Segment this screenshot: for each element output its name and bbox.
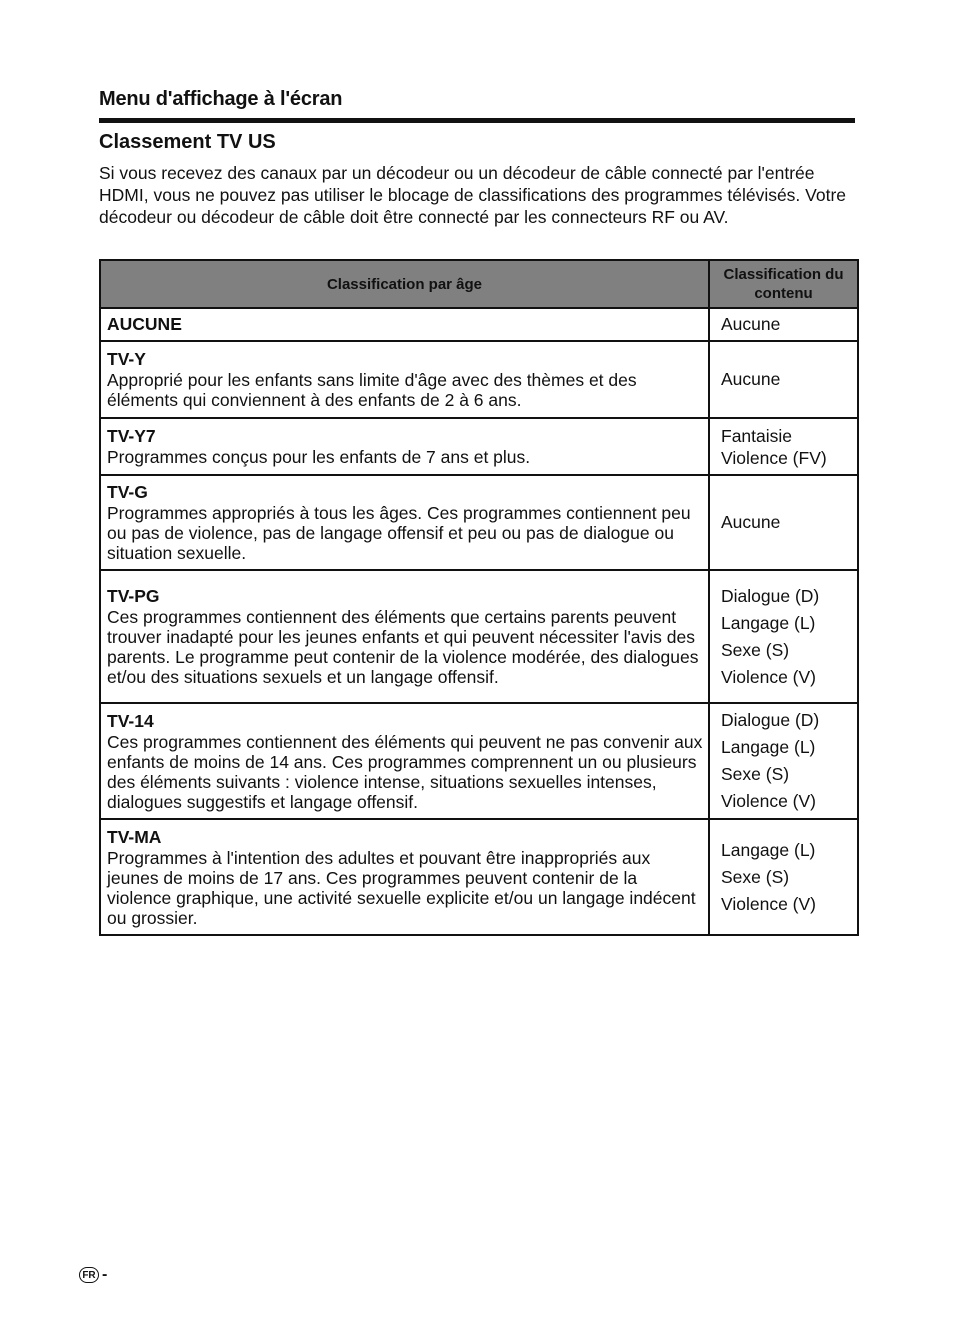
page-subtitle: Classement TV US [99, 131, 276, 153]
rating-description: Approprié pour les enfants sans limite d'âge avec des thèmes et des éléments qui conviennent à des enfants de 2 à 6 ans. [107, 370, 637, 410]
table-row [100, 418, 858, 475]
table-row [100, 819, 858, 935]
age-rating-cell [100, 703, 709, 819]
page-marker: - [102, 1266, 108, 1283]
rating-code: TV-G [107, 482, 148, 502]
table-row [100, 308, 858, 341]
content-rating-item: Violence (V) [721, 791, 817, 811]
content-rating-item: Sexe (S) [721, 866, 790, 887]
content-rating-item: Dialogue (D) [721, 585, 820, 606]
content-rating-item: Langage (L) [721, 737, 816, 757]
rating-description: Programmes appropriés à tous les âges. Ces programmes contiennent peu ou pas de violence, pas de langage offensif et peu ou pas de dialogue ou situation sexuelle. [107, 503, 691, 563]
intro-paragraph: Si vous recevez des canaux par un décodeur ou un décodeur de câble connecté par l'entrée HDMI, vous ne pouvez pas utiliser le blocage de classifications des programmes télévisés. Votre décodeur ou décodeur de câble doit être connecté par les connecteurs RF ou AV. [99, 163, 847, 227]
rating-code: TV-14 [107, 710, 154, 731]
content-rating-item: Violence (V) [721, 893, 817, 914]
content-rating-cell [709, 341, 858, 418]
rating-code: AUCUNE [107, 314, 182, 334]
page-footer [79, 1266, 107, 1284]
content-rating-cell [709, 703, 858, 819]
section-title: Menu d'affichage à l'écran [99, 88, 343, 110]
content-rating-cell [709, 819, 858, 935]
content-rating-item: Violence (FV) [721, 447, 827, 468]
content-rating-cell [709, 418, 858, 475]
rating-code: TV-Y7 [107, 426, 156, 446]
table-row [100, 703, 858, 819]
content-rating-item: Dialogue (D) [721, 710, 820, 730]
section-rule [99, 118, 855, 123]
rating-description: Programmes à l'intention des adultes et pouvant être inappropriés aux jeunes de moins de 17 ans. Ces programmes peuvent contenir de la violence graphique, une activité sexuelle explicite et/ou un langage indécent ou grossier. [107, 847, 696, 928]
header-content-rating: Classification du contenu [709, 260, 858, 308]
table-header-row [100, 260, 858, 308]
rating-description: Programmes conçus pour les enfants de 7 ans et plus. [107, 447, 531, 467]
rating-code: TV-Y [107, 349, 146, 369]
header-age-rating: Classification par âge [100, 260, 709, 308]
age-rating-cell [100, 341, 709, 418]
ratings-table [99, 259, 859, 936]
content-rating-item: Violence (V) [721, 666, 817, 687]
age-rating-cell [100, 475, 709, 570]
content-rating-item: Langage (L) [721, 612, 816, 633]
rating-code: TV-MA [107, 826, 162, 847]
age-rating-cell [100, 819, 709, 935]
content-rating-item: Langage (L) [721, 839, 816, 860]
table-body [100, 308, 858, 935]
rating-description: Ces programmes contiennent des éléments qui peuvent ne pas convenir aux enfants de moins de 14 ans. Ces programmes comprennent un ou plusieurs des éléments suivants : violence intense, situations sexuelles intenses, dialogues suggestifs et langage offensif. [107, 731, 703, 812]
content-rating-item: Aucune [721, 512, 781, 532]
age-rating-cell [100, 308, 709, 341]
content-rating-item: Sexe (S) [721, 764, 790, 784]
content-rating-item: Sexe (S) [721, 639, 790, 660]
age-rating-cell [100, 418, 709, 475]
rating-description: Ces programmes contiennent des éléments que certains parents peuvent trouver inadapté pour les jeunes enfants et qui peuvent nécessiter l'avis des parents. Le programme peut contenir de la violence modérée, des dialogues et/ou des situations sexuels et un langage offensif. [107, 607, 699, 687]
rating-code: TV-PG [107, 586, 160, 606]
language-badge-icon: FR [79, 1267, 99, 1283]
table-row [100, 475, 858, 570]
age-rating-cell [100, 570, 709, 703]
content-rating-item: Aucune [721, 314, 781, 334]
content-rating-cell [709, 308, 858, 341]
table-row [100, 341, 858, 418]
table-row [100, 570, 858, 703]
content-rating-cell [709, 475, 858, 570]
content-rating-item: Fantaisie [721, 425, 793, 446]
content-rating-item: Aucune [721, 369, 781, 389]
content-rating-cell [709, 570, 858, 703]
